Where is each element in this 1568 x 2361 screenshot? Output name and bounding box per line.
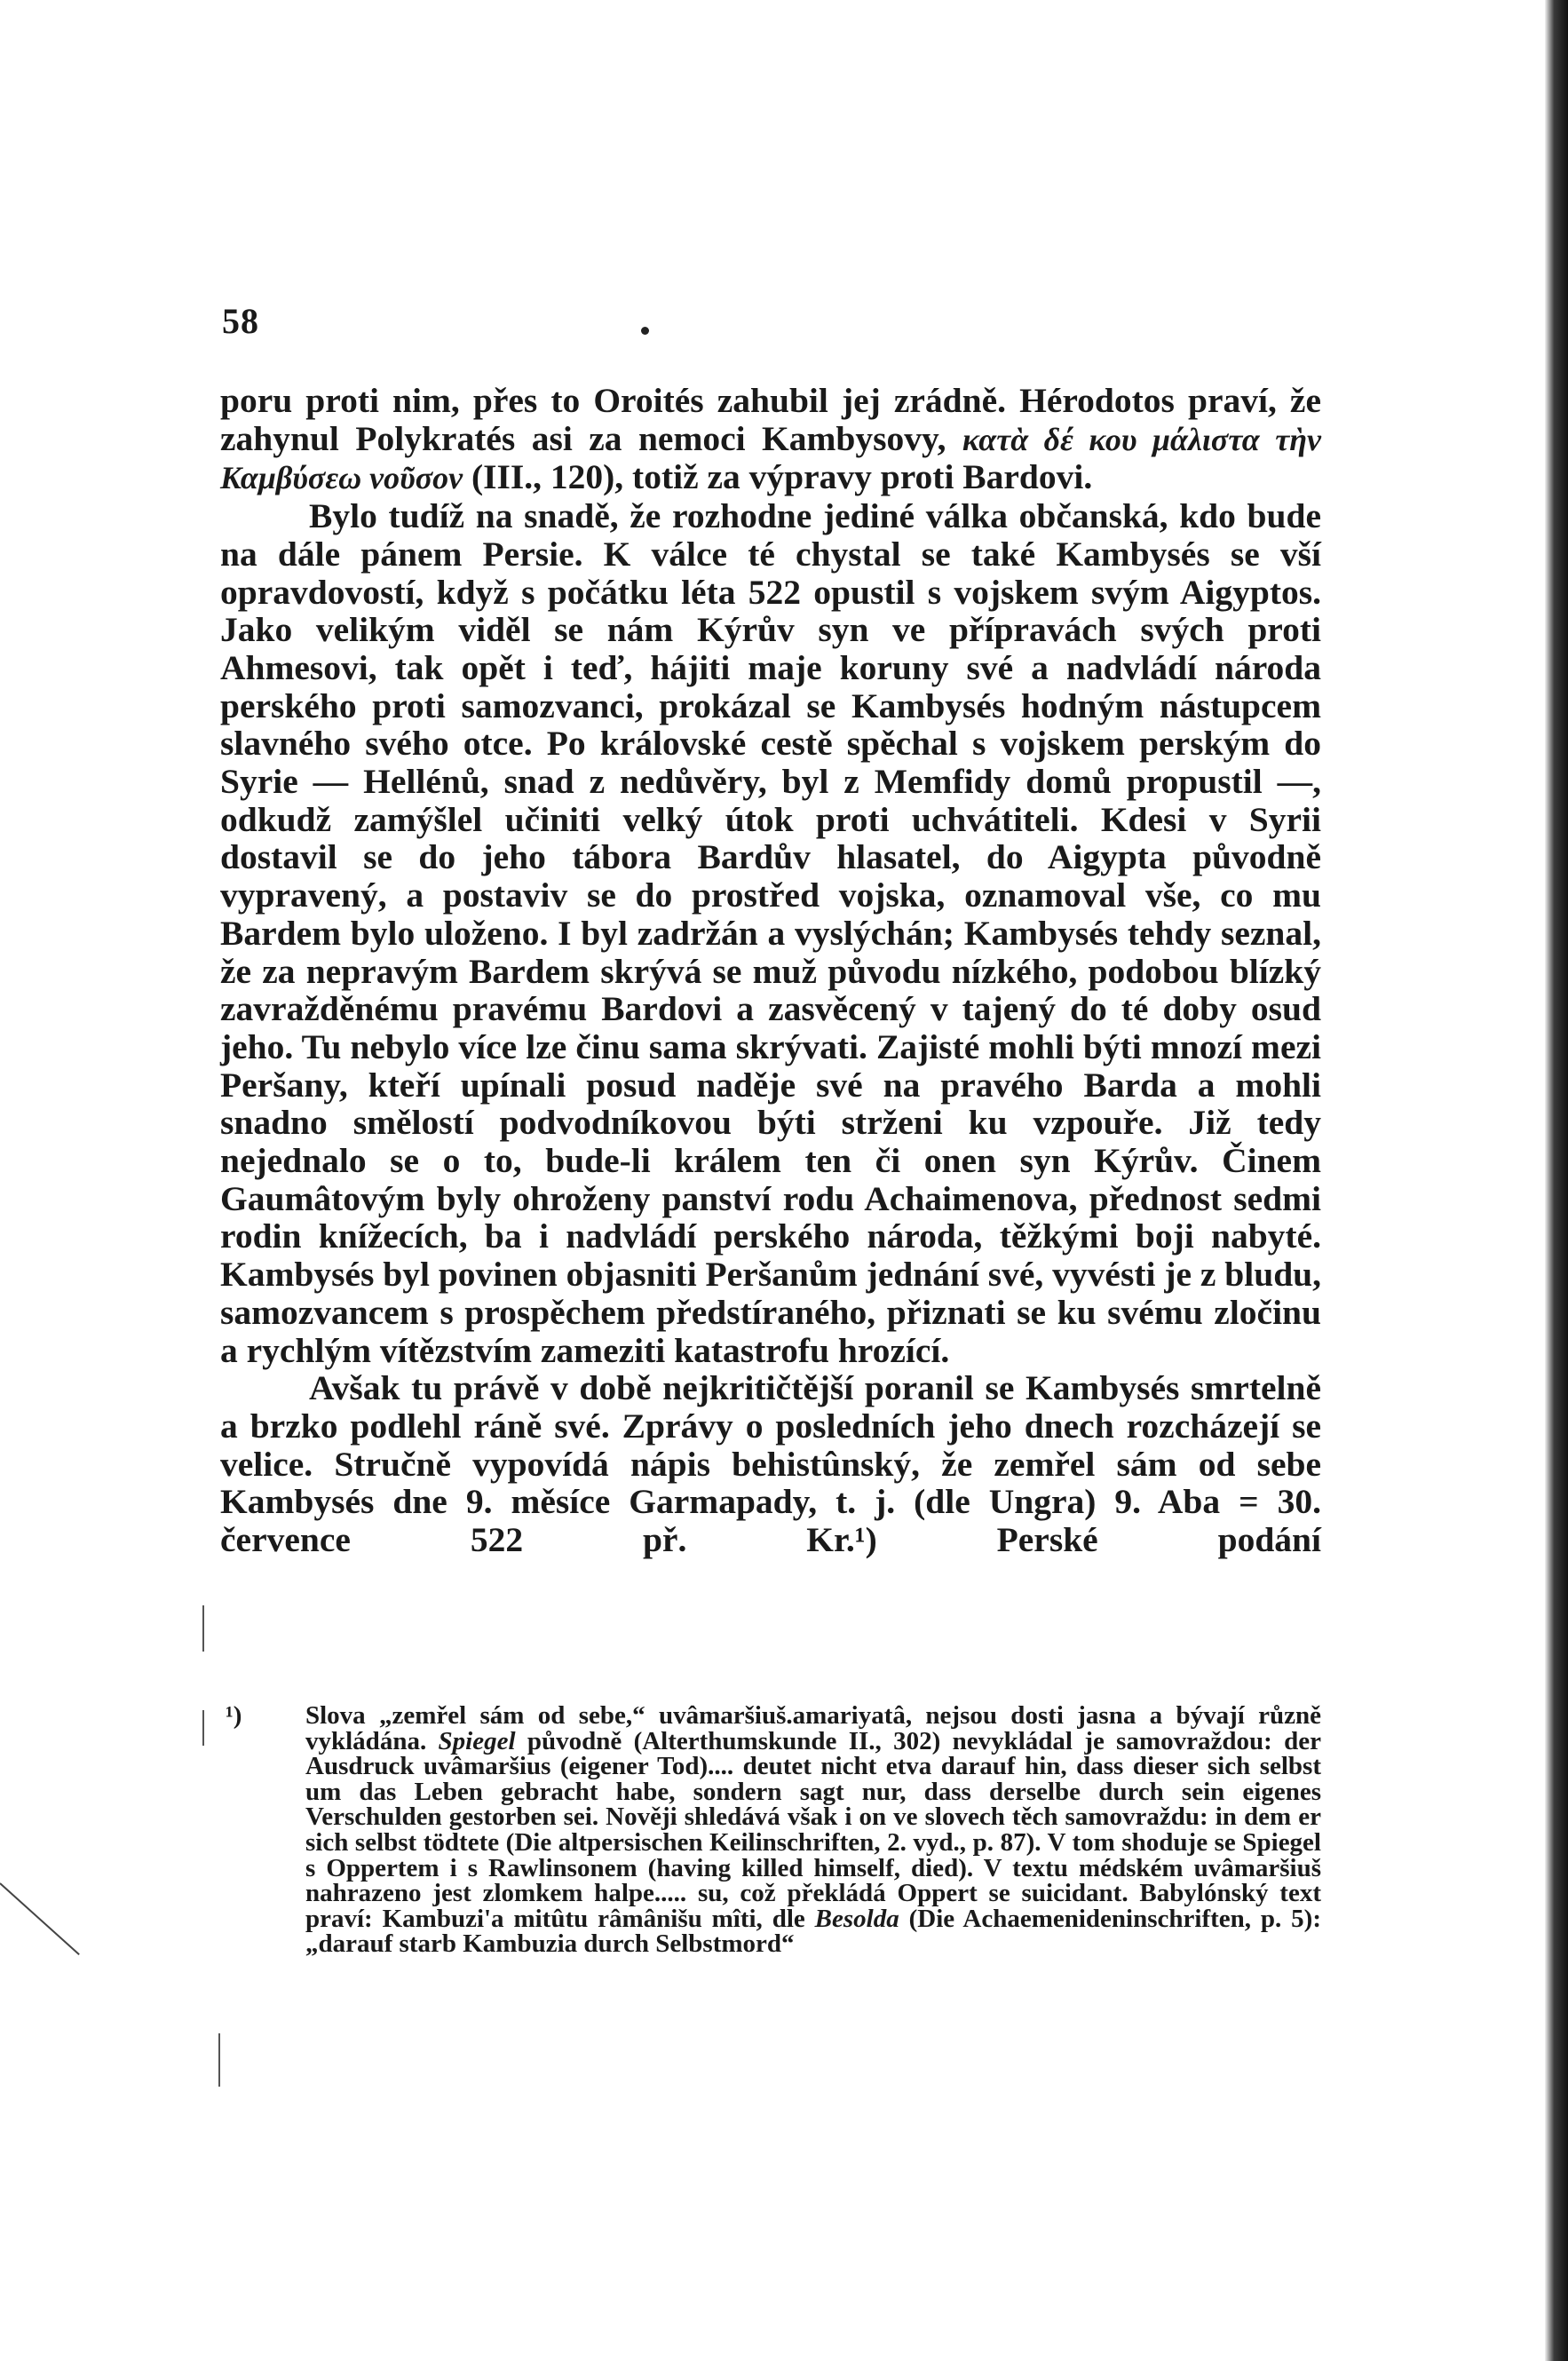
footnote-text <box>305 1703 1321 1957</box>
footnote-text-part: původně (Alterthumskunde II., 302) nevykládal je samovraždou: der Ausdruck uvâmaršius (eigener Tod).... deutet nicht etva darauf hin, dass dieser sich selbst um das Leben gebracht habe, sondern sagt nur, dass derselbe durch sein eigenes Verschulden gestorben sei. Nověji shledává však i on ve slovech těch samovraždu: in dem er sich selbst tödtete (Die altpersischen Keilinschriften, 2. vyd., p. 87). V tom shoduje se Spiegel s Oppertem i s Rawlinsonem (having killed himself, died). V textu médském uvâmaršiuš nahrazeno jest zlomkem halpe..... su, což překládá Oppert se suicidant. Babylónský text praví: Kambuzi'a mitûtu râmânišu mîti, dle <box>305 1726 1321 1933</box>
margin-pencil-line <box>0 1882 80 1955</box>
footnote-text-part: (Die Achaemenideninschriften, p. 5): „darauf starb Kambuzia durch Selbstmord“ <box>305 1904 1321 1959</box>
ink-dot <box>641 327 649 335</box>
scan-edge <box>1545 0 1568 2361</box>
main-text <box>220 382 1321 1559</box>
paragraph-1-text-end: (III., 120), totiž za výpravy proti Bardovi. <box>463 457 1093 497</box>
margin-tick <box>218 2033 220 2087</box>
greek-quote: κατὰ δέ κου μάλιστα τὴν Καμβύσεω νοῦσον <box>220 421 1321 496</box>
paragraph-2: Bylo tudíž na snadě, že rozhodne jediné válka občanská, kdo bude na dále pánem Persie. K válce té chystal se také Kambysés se vší opravdovostí, když s počátku léta 522 opustil s vojskem svým Aigyptos. Jako velikým viděl se nám Kýrův syn ve přípravách svých proti Ahmesovi, tak opět i teď, hájiti maje koruny své a nadvládí národa perského proti samozvanci, prokázal se Kambysés hodným nástupcem slavného svého otce. Po královské cestě spěchal s vojskem perským do Syrie — Hellénů, snad z nedůvěry, byl z Memfidy domů propustil —, odkudž zamýšlel učiniti velký útok proti uchvátiteli. Kdesi v Syrii dostavil se do jeho tábora Bardův hlasatel, do Aigypta původně vypravený, a postaviv se do prostřed vojska, oznamoval vše, co mu Bardem bylo uloženo. I byl zadržán a vyslýchán; Kambysés tehdy seznal, že za nepravým Bardem skrývá se muž původu nízkého, podobou blízký zavražděnému pravému Bardovi a zasvěcený v tajený do té doby osud jeho. Tu nebylo více lze činu sama skrývati. Zajisté mohli býti mnozí mezi Peršany, kteří upínali posud naděje své na pravého Barda a mohli snadno smělostí podvodníkovou býti strženi ku vzpouře. Již tedy nejednalo se o to, bude-li králem ten či onen syn Kýrův. Činem Gaumâtovým byly ohroženy panství rodu Achaimenova, přednost sedmi rodin knížecích, ba i nadvládí perského národa, těžkými boji nabyté. Kambysés byl povinen objasniti Peršanům jednání své, vyvésti je z bludu, samozvancem s prospěchem předstíraného, přiznati se ku svému zločinu a rychlým vítězstvím zameziti katastrofu hrozící. <box>220 496 1322 1370</box>
footnote-text-part: Slova „zemřel sám od sebe,“ uvâmaršiuš.amariyatâ, nejsou dosti jasna a bývají různě vykládána. <box>305 1701 1321 1755</box>
paragraph-1 <box>220 382 1321 497</box>
margin-tick <box>202 1605 204 1652</box>
page-number: 58 <box>222 301 259 341</box>
footnote-author-spiegel: Spiegel <box>438 1726 516 1755</box>
footnote-mark: ¹) <box>226 1701 242 1730</box>
paragraph-1-text: poru proti nim, přes to Oroités zahubil jej zrádně. Hérodotos praví, že zahynul Polykratés asi za nemoci Kambysovy, <box>220 381 1321 458</box>
footnote <box>220 1703 1321 1957</box>
margin-tick <box>202 1710 204 1746</box>
paragraph-3: Avšak tu právě v době nejkritičtější poranil se Kambysés smrtelně a brzko podlehl ráně své. Zprávy o posledních jeho dnech rozcházejí se velice. Stručně vypovídá nápis behistûnský, že zemřel sám od sebe Kambysés dne 9. měsíce Garmapady, t. j. (dle Ungra) 9. Aba = 30. července 522 př. Kr.¹) Perské podání <box>220 1368 1321 1560</box>
footnote-author-besolda: Besolda <box>814 1904 899 1933</box>
